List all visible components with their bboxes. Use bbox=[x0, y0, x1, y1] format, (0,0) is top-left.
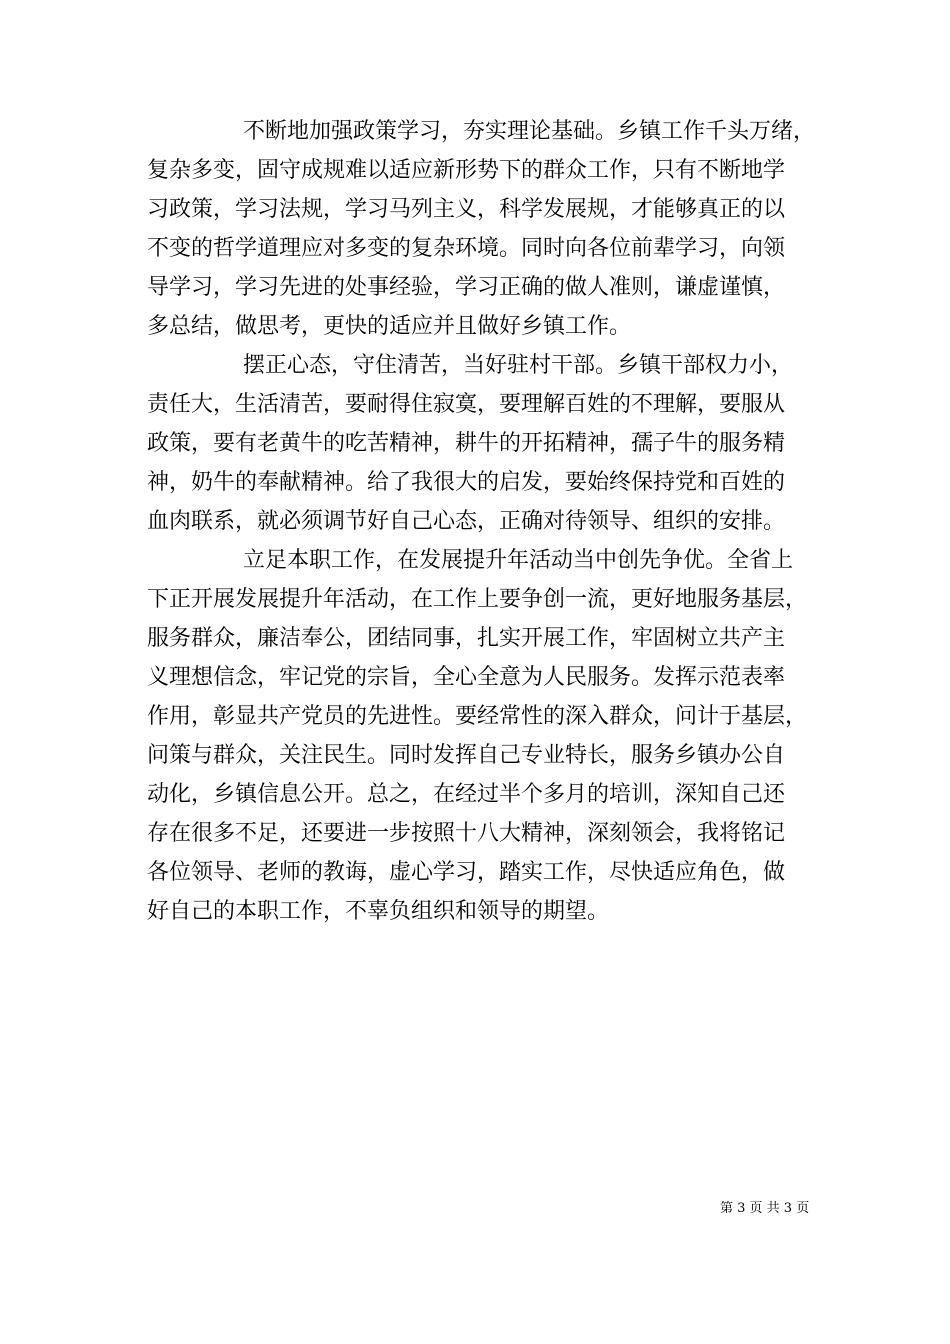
paragraph-3-line-6: 问策与群众，关注民生。同时发挥自己专业特长，服务乡镇办公自 bbox=[147, 743, 786, 768]
paragraph-1-line-4: 不变的哲学道理应对多变的复杂环境。同时向各位前辈学习，向领 bbox=[147, 236, 786, 261]
paragraph-3-line-5: 作用，彰显共产党员的先进性。要经常性的深入群众，问计于基层， bbox=[147, 704, 808, 729]
paragraph-1-line-6: 多总结，做思考，更快的适应并且做好乡镇工作。 bbox=[147, 314, 632, 339]
paragraph-3-line-2: 下正开展发展提升年活动，在工作上要争创一流，更好地服务基层， bbox=[147, 587, 808, 612]
paragraph-3-line-8: 存在很多不足，还要进一步按照十八大精神，深刻领会，我将铭记 bbox=[147, 821, 786, 846]
paragraph-3-line-10: 好自己的本职工作，不辜负组织和领导的期望。 bbox=[147, 899, 610, 924]
paragraph-3-line-1: 立足本职工作，在发展提升年活动当中创先争优。全省上 bbox=[243, 548, 794, 573]
paragraph-1-line-2: 复杂多变，固守成规难以适应新形势下的群众工作，只有不断地学 bbox=[147, 158, 786, 183]
document-body bbox=[147, 112, 847, 931]
paragraph-3-line-3: 服务群众，廉洁奉公，团结同事，扎实开展工作，牢固树立共产主 bbox=[147, 626, 786, 651]
paragraph-3-line-9: 各位领导、老师的教诲，虚心学习，踏实工作，尽快适应角色，做 bbox=[147, 860, 786, 885]
paragraph-1-line-3: 习政策，学习法规，学习马列主义，科学发展规，才能够真正的以 bbox=[147, 197, 786, 222]
paragraph-1-line-1: 不断地加强政策学习，夯实理论基础。乡镇工作千头万绪， bbox=[243, 119, 816, 144]
paragraph-3-line-4: 义理想信念，牢记党的宗旨，全心全意为人民服务。发挥示范表率 bbox=[147, 665, 786, 690]
paragraph-2-line-1: 摆正心态，守住清苦，当好驻村干部。乡镇干部权力小， bbox=[243, 353, 794, 378]
paragraph-1-line-5: 导学习，学习先进的处事经验，学习正确的做人准则，谦虚谨慎， bbox=[147, 275, 786, 300]
paragraph-3-line-7: 动化，乡镇信息公开。总之，在经过半个多月的培训，深知自己还 bbox=[147, 782, 786, 807]
paragraph-2-line-2: 责任大，生活清苦，要耐得住寂寞，要理解百姓的不理解，要服从 bbox=[147, 392, 786, 417]
page-number-footer: 第 3 页 共 3 页 bbox=[720, 1201, 810, 1216]
paragraph-2-line-3: 政策，要有老黄牛的吃苦精神，耕牛的开拓精神，孺子牛的服务精 bbox=[147, 431, 786, 456]
paragraph-2-line-4: 神，奶牛的奉献精神。给了我很大的启发，要始终保持党和百姓的 bbox=[147, 470, 786, 495]
paragraph-2-line-5: 血肉联系，就必须调节好自己心态，正确对待领导、组织的安排。 bbox=[147, 509, 786, 534]
